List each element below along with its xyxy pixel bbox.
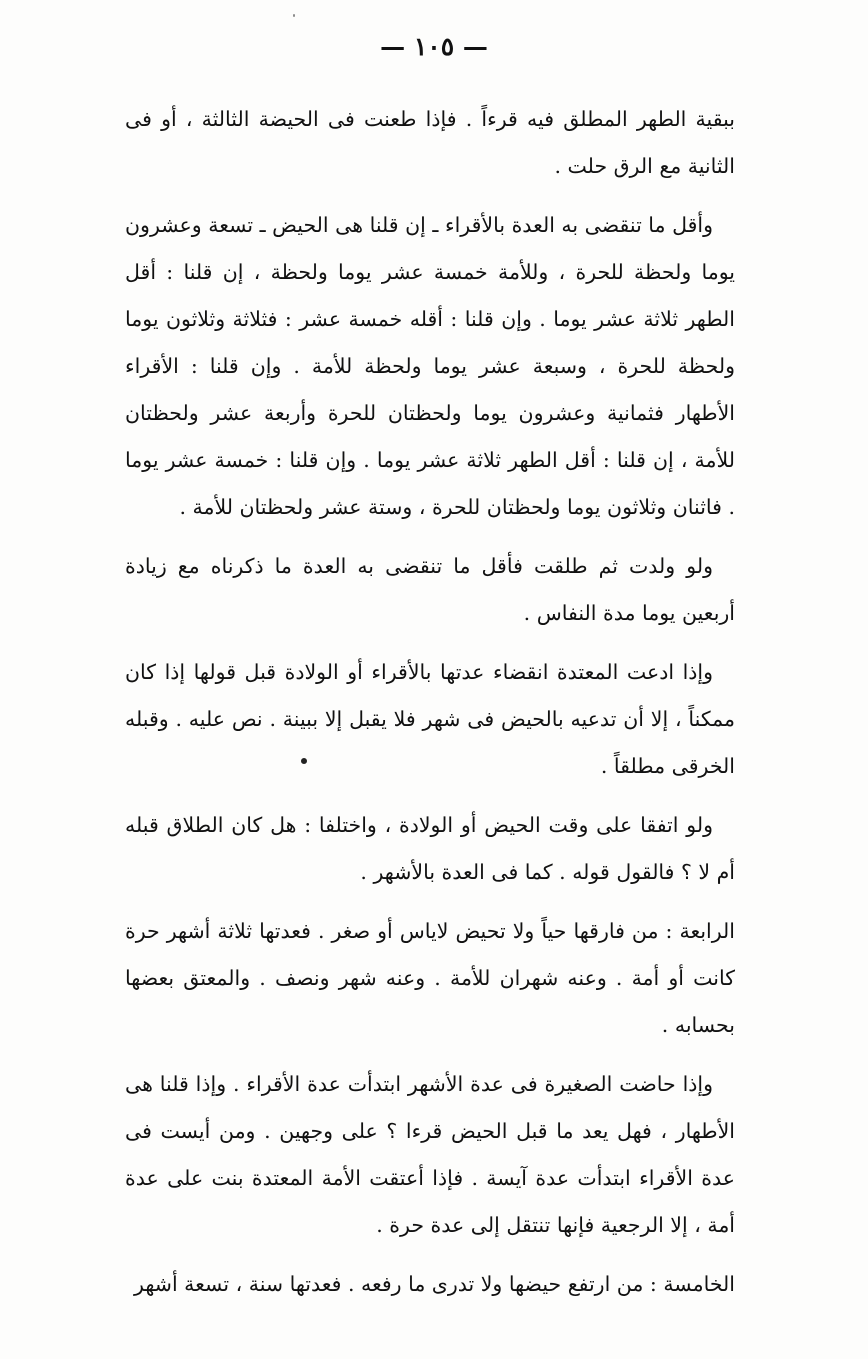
paragraph-2: وأقل ما تنقضى به العدة بالأقراء ـ إن قلنا هى الحيض ـ تسعة وعشرون يوما ولحظة للحرة ، وللأمة خمسة عشر يوما ولحظة ، إن قلنا : أقل الطهر ثلاثة عشر يوما . وإن قلنا : أقله خمسة عشر : فثلاثة وثلاثون يوما ولحظة للحرة ، وسبعة عشر يوما ولحظة للأمة . وإن قلنا : الأقراء الأطهار فثمانية وعشرون يوما ولحظتان للحرة وأربعة عشر ولحظتان للأمة ، إن قلنا : أقل الطهر ثلاثة عشر يوما . وإن قلنا : خمسة عشر يوما . فاثنان وثلاثون يوما ولحظتان للحرة ، وستة عشر ولحظتان للأمة . bbox=[125, 213, 735, 519]
paragraph-7: وإذا حاضت الصغيرة فى عدة الأشهر ابتدأت عدة الأقراء . وإذا قلنا هى الأطهار ، فهل يعد ما قبل الحيض قرءا ؟ على وجهين . ومن أيست فى عدة الأقراء ابتدأت عدة آيسة . فإذا أعتقت الأمة المعتدة بنت على عدة أمة ، إلا الرجعية فإنها تنتقل إلى عدة حرة . bbox=[125, 1072, 735, 1237]
ink-speck bbox=[293, 14, 295, 17]
page-number: — ١٠٥ — bbox=[380, 32, 488, 61]
paragraph-5: ولو اتفقا على وقت الحيض أو الولادة ، واختلفا : هل كان الطلاق قبله أم لا ؟ فالقول قوله . كما فى العدة بالأشهر . bbox=[125, 813, 735, 884]
paragraph-3: ولو ولدت ثم طلقت فأقل ما تنقضى به العدة ما ذكرناه مع زيادة أربعين يوما مدة النفاس . bbox=[125, 554, 735, 625]
paragraph-4: وإذا ادعت المعتدة انقضاء عدتها بالأقراء أو الولادة قبل قولها إذا كان ممكناً ، إلا أن تدعيه بالحيض فى شهر فلا يقبل إلا ببينة . نص عليه . وقبله الخرقى مطلقاً . bbox=[125, 660, 735, 778]
paragraph-8: الخامسة : من ارتفع حيضها ولا تدرى ما رفعه . فعدتها سنة ، تسعة أشهر bbox=[134, 1272, 735, 1296]
paragraph-1: ببقية الطهر المطلق فيه قرءاً . فإذا طعنت فى الحيضة الثالثة ، أو فى الثانية مع الرق حلت . bbox=[125, 107, 735, 178]
ink-speck bbox=[301, 758, 307, 764]
paragraph-6: الرابعة : من فارقها حياً ولا تحيض لاياس أو صغر . فعدتها ثلاثة أشهر حرة كانت أو أمة . وعنه شهران للأمة . وعنه شهر ونصف . والمعتق بعضها بحسابه . bbox=[125, 919, 735, 1037]
page-text bbox=[125, 96, 735, 1320]
